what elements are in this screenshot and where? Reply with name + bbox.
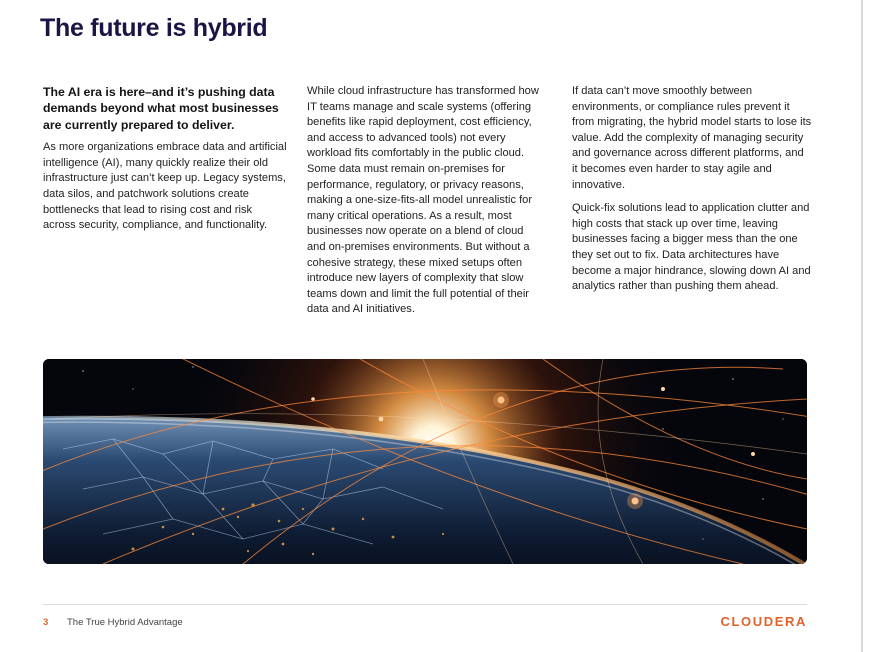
body-paragraph: As more organizations embrace data and artificial intelligence (AI), many quickly realize their old infrastructure just can’t keep up. Legacy systems, data silos, and patchwork solutions create bottlenecks that lead to rising cost and risk across security, compliance, and functionality. [43,141,287,232]
footer-document-title: The True Hybrid Advantage [67,617,183,628]
page-title: The future is hybrid [40,14,268,42]
body-paragraph: While cloud infrastructure has transformed how IT teams manage and scale systems (offering benefits like rapid deployment, cost efficiency, and access to advanced tools) not every workload fits comfortably in the public cloud. Some data must remain on-premises for performance, regulatory, or privacy reasons, making a one-size-fits-all model unrealistic for many critical operations. As a result, most businesses now operate on a blend of cloud and on-premises environments. But without a cohesive strategy, these mixed setups often introduce new layers of complexity that slow teams down and limit the full potential of their data and AI initiatives. [307,85,539,316]
body-paragraph: If data can’t move smoothly between environments, or compliance rules prevent it from migrating, the hybrid model starts to lose its value. Add the complexity of managing security and governance across different platforms, and it becomes even harder to stay agile and innovative. [572,85,812,191]
text-column-3 [572,84,812,303]
page-number: 3 [43,617,49,628]
text-column-2 [307,84,543,326]
hero-image-earth-network [43,359,807,564]
body-paragraph: Quick-fix solutions lead to application clutter and high costs that stack up over time, leaving businesses facing a bigger mess than the one they set out to fix. Data architectures have become a major hindrance, slowing down AI and analytics rather than pushing them ahead. [572,202,811,293]
footer-divider [43,604,807,605]
lead-paragraph: The AI era is here–and it’s pushing data demands beyond what most businesses are currently prepared to deliver. [43,85,279,132]
page-edge [861,0,863,652]
cloudera-logo: CLOUDERA [720,614,807,629]
text-column-1 [43,84,287,242]
